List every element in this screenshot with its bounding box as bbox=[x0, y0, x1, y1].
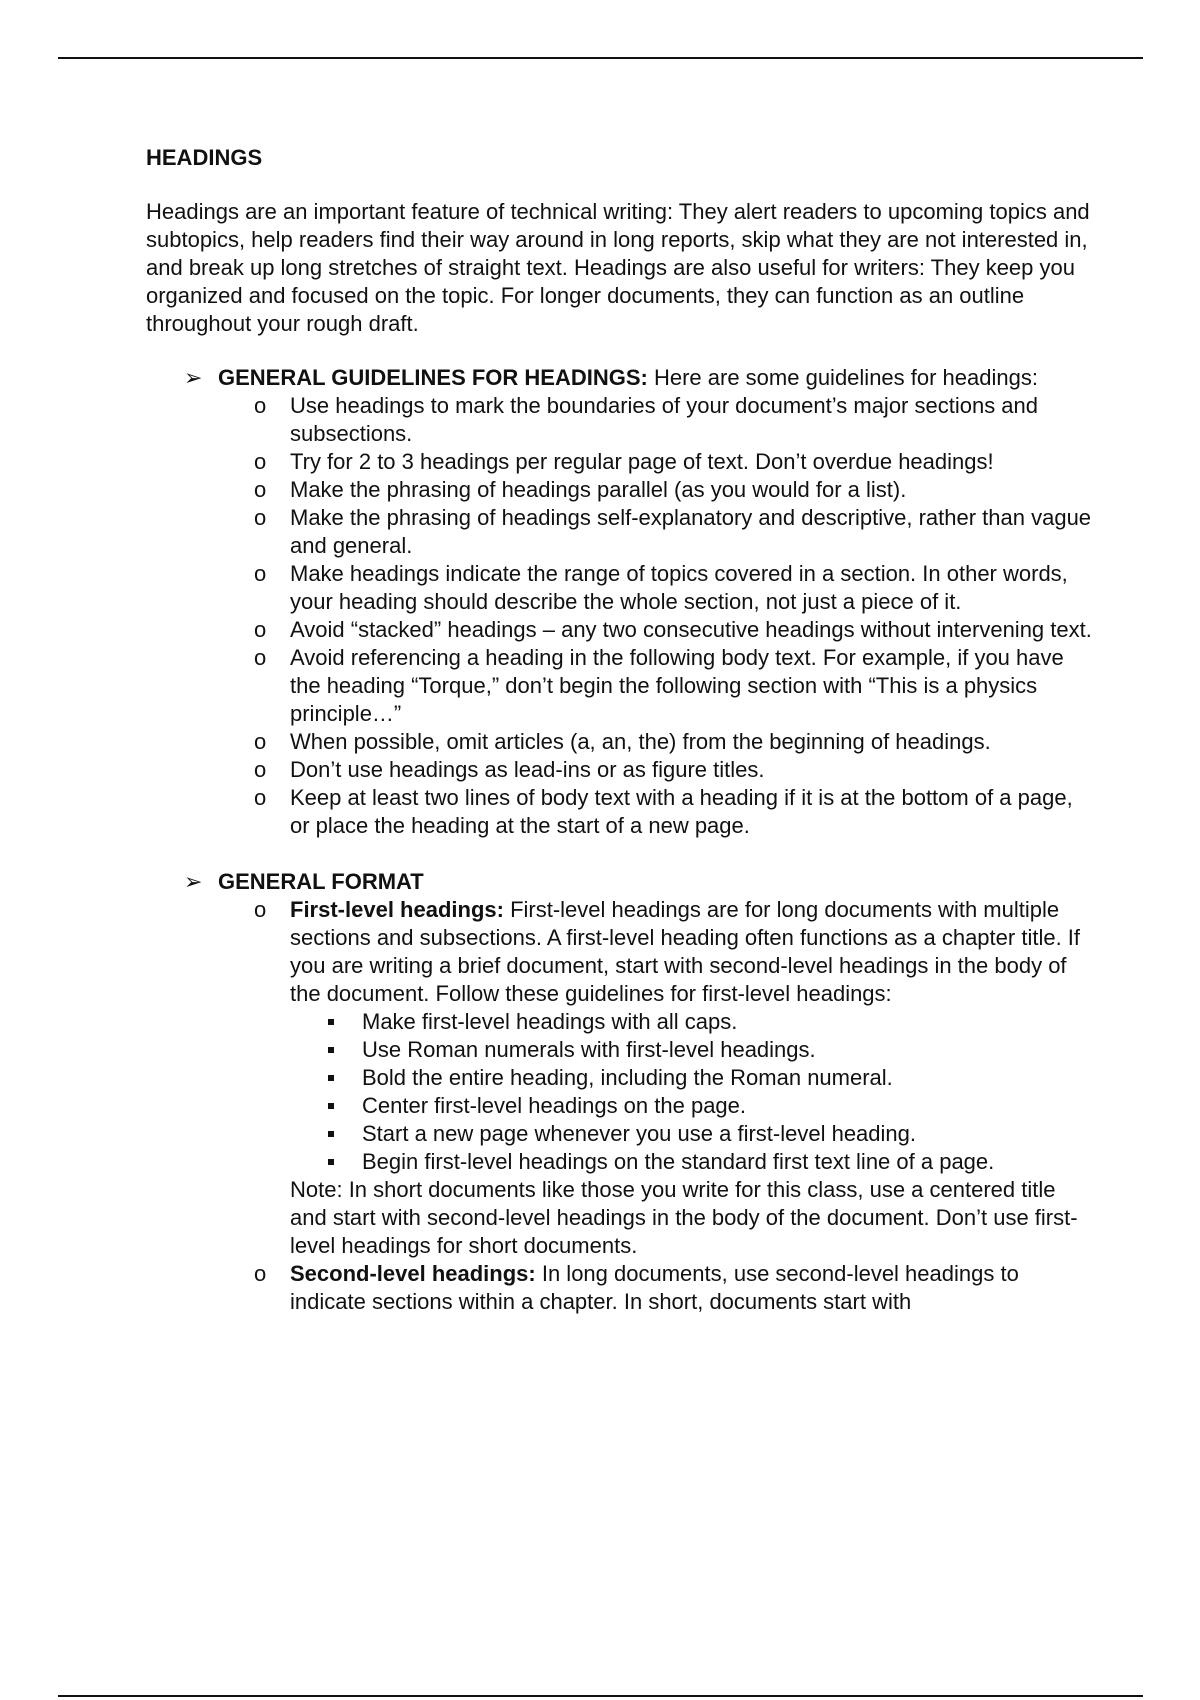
list-item: o When possible, omit articles (a, an, the) from the beginning of headings. bbox=[254, 729, 991, 754]
circle-bullet-icon: o bbox=[254, 1261, 267, 1286]
list-item: Center first-level headings on the page. bbox=[362, 1092, 1096, 1120]
circle-bullet-icon: o bbox=[254, 897, 267, 922]
section-heading: GENERAL GUIDELINES FOR HEADINGS: bbox=[218, 365, 648, 390]
first-level-rules bbox=[290, 1008, 1096, 1176]
first-level-note: Note: In short documents like those you write for this class, use a centered title and start with second-level headings in the body of the document. Don’t use first-level headings for short documents. bbox=[290, 1177, 1078, 1258]
section-format bbox=[146, 868, 1096, 1316]
list-item: o Don’t use headings as lead-ins or as figure titles. bbox=[254, 757, 765, 782]
section-list bbox=[146, 364, 1096, 1316]
first-level-item bbox=[254, 896, 1096, 1260]
section-lead: Here are some guidelines for headings: bbox=[647, 365, 1038, 390]
circle-bullet-icon: o bbox=[254, 757, 267, 782]
circle-bullet-icon: o bbox=[254, 477, 267, 502]
circle-bullet-icon: o bbox=[254, 561, 267, 586]
list-item: o Avoid “stacked” headings – any two consecutive headings without intervening text. bbox=[254, 617, 1092, 642]
footer-rule bbox=[58, 1695, 1143, 1697]
list-item: o Avoid referencing a heading in the following body text. For example, if you have the heading “Torque,” don’t begin the following section with “This is a physics principle…” bbox=[254, 645, 1064, 726]
first-level-label: First-level headings: bbox=[290, 897, 504, 922]
list-item: Begin first-level headings on the standard first text line of a page. bbox=[362, 1148, 1096, 1176]
arrow-bullet-icon: ➢ bbox=[184, 869, 203, 894]
list-item: o Keep at least two lines of body text with a heading if it is at the bottom of a page, or place the heading at the start of a new page. bbox=[254, 785, 1073, 838]
header-rule bbox=[58, 57, 1143, 59]
section-heading: GENERAL FORMAT bbox=[218, 869, 424, 894]
circle-bullet-icon: o bbox=[254, 505, 267, 530]
square-bullet-icon bbox=[328, 1019, 334, 1025]
list-item: Bold the entire heading, including the Roman numeral. bbox=[362, 1064, 1096, 1092]
list-item: Make first-level headings with all caps. bbox=[362, 1008, 1096, 1036]
square-bullet-icon bbox=[328, 1075, 334, 1081]
square-bullet-icon bbox=[328, 1103, 334, 1109]
circle-bullet-icon: o bbox=[254, 449, 267, 474]
first-level-text: First-level headings are for long documents with multiple sections and subsections. A first-level heading often functions as a chapter title. If you are writing a brief document, start with second-level headings in the body of the document. Follow these guidelines for first-level headings: bbox=[290, 897, 1081, 1006]
list-item: Start a new page whenever you use a first-level heading. bbox=[362, 1120, 1096, 1148]
circle-bullet-icon: o bbox=[254, 729, 267, 754]
list-item: o Make headings indicate the range of topics covered in a section. In other words, your heading should describe the whole section, not just a piece of it. bbox=[254, 561, 1068, 614]
circle-bullet-icon: o bbox=[254, 645, 267, 670]
list-item: o Use headings to mark the boundaries of your document’s major sections and subsections. bbox=[254, 393, 1039, 446]
second-level-label: Second-level headings: bbox=[290, 1261, 536, 1286]
document-title: HEADINGS bbox=[146, 145, 263, 170]
circle-bullet-icon: o bbox=[254, 617, 267, 642]
guideline-list bbox=[218, 392, 1096, 840]
document-body bbox=[146, 144, 1096, 1316]
square-bullet-icon bbox=[328, 1131, 334, 1137]
second-level-item bbox=[254, 1260, 1096, 1316]
list-item: o Make the phrasing of headings self-explanatory and descriptive, rather than vague and general. bbox=[254, 505, 1092, 558]
intro-paragraph: Headings are an important feature of technical writing: They alert readers to upcoming topics and subtopics, help readers find their way around in long reports, skip what they are not interested in, and break up long stretches of straight text. Headings are also useful for writers: They keep you organized and focused on the topic. For longer documents, they can function as an outline throughout your rough draft. bbox=[146, 199, 1090, 336]
list-item: o Make the phrasing of headings parallel (as you would for a list). bbox=[254, 477, 907, 502]
square-bullet-icon bbox=[328, 1047, 334, 1053]
format-list bbox=[218, 896, 1096, 1316]
list-item: o Try for 2 to 3 headings per regular page of text. Don’t overdue headings! bbox=[254, 449, 994, 474]
second-level-text: In long documents, use second-level headings to indicate sections within a chapter. In short, documents start with bbox=[290, 1261, 1019, 1314]
circle-bullet-icon: o bbox=[254, 393, 267, 418]
square-bullet-icon bbox=[328, 1159, 334, 1165]
circle-bullet-icon: o bbox=[254, 785, 267, 810]
list-item: Use Roman numerals with first-level headings. bbox=[362, 1036, 1096, 1064]
arrow-bullet-icon: ➢ bbox=[184, 365, 203, 390]
section-guidelines bbox=[146, 364, 1096, 840]
